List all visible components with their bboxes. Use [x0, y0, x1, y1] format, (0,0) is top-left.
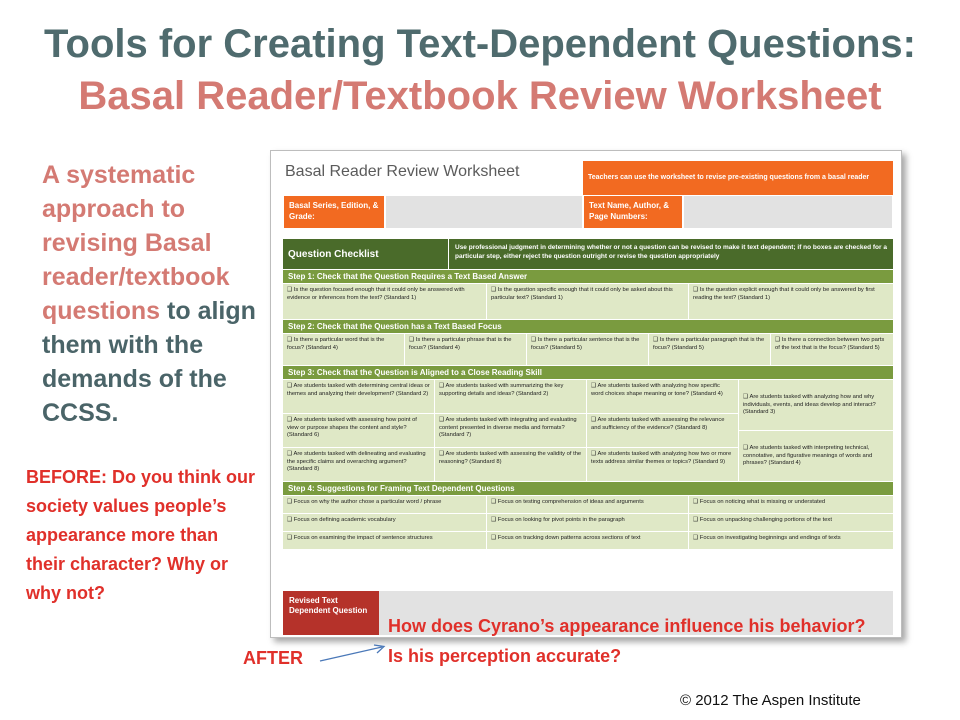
intro-text [42, 158, 272, 430]
slide-title-line1: Tools for Creating Text-Dependent Questions: [44, 22, 916, 66]
copyright-text: © 2012 The Aspen Institute [680, 692, 861, 709]
checklist-note: Use professional judgment in determining whether or not a question can be revised to make it text dependent; if no boxes are checked for a particular step, either reject the question outright or revise the question appropriately [449, 239, 893, 269]
step-4-item: ❑ Focus on testing comprehension of ideas and arguments [487, 496, 689, 513]
step-1-item: ❑ Is the question specific enough that it could only be asked about this particular text? (Standard 1) [487, 284, 689, 319]
step-2-item: ❑ Is there a particular sentence that is the focus? (Standard 5) [527, 334, 649, 365]
step-3-item: ❑ Are students tasked with determining central ideas or themes and analyzing their development? (Standard 2) [283, 380, 434, 414]
step-3-item: ❑ Are students tasked with assessing the relevance and sufficiency of the evidence? (Standard 8) [587, 414, 738, 448]
worksheet-header-row [283, 195, 893, 229]
step-4-item: ❑ Focus on unpacking challenging portions of the text [689, 514, 893, 531]
checklist-title: Question Checklist [283, 239, 449, 269]
step-1-title: Step 1: Check that the Question Requires a Text Based Answer [283, 269, 893, 283]
intro-rest: to align them with the demands of the CCSS. [42, 297, 256, 427]
step-3-item: ❑ Are students tasked with analyzing how and why individuals, events, and ideas develop and interact? (Standard 3) [739, 380, 893, 431]
step-3-title: Step 3: Check that the Question is Aligned to a Close Reading Skill [283, 365, 893, 379]
step-3-item: ❑ Are students tasked with analyzing how two or more texts address similar themes or topics? (Standard 9) [587, 448, 738, 481]
step-2-item: ❑ Is there a particular word that is the focus? (Standard 4) [283, 334, 405, 365]
step-4-item: ❑ Focus on investigating beginnings and endings of texts [689, 532, 893, 549]
step-3-item: ❑ Are students tasked with assessing how point of view or purpose shapes the content and style? (Standard 6) [283, 414, 434, 448]
step-4-row [283, 495, 893, 513]
question-checklist [283, 239, 893, 549]
step-3-column [435, 380, 587, 481]
revised-question-label: Revised Text Dependent Question [283, 591, 379, 635]
intro-highlight: A systematic approach to revising Basal reader/textbook questions [42, 161, 230, 325]
step-4-item: ❑ Focus on examining the impact of sentence structures [283, 532, 487, 549]
step-4-title: Step 4: Suggestions for Framing Text Dependent Questions [283, 481, 893, 495]
before-question: BEFORE: Do you think our society values people’s appearance more than their character? Why or why not? [26, 467, 255, 603]
basal-series-label: Basal Series, Edition, & Grade: [283, 195, 385, 229]
basal-series-field [385, 195, 583, 229]
step-2-title: Step 2: Check that the Question has a Text Based Focus [283, 319, 893, 333]
after-question-line2: Is his perception accurate? [388, 646, 622, 666]
step-3-column [739, 380, 893, 481]
worksheet-image [270, 150, 902, 638]
step-3-item: ❑ Are students tasked with integrating and evaluating content presented in diverse media and formats? (Standard 7) [435, 414, 586, 448]
step-3-item: ❑ Are students tasked with summarizing the key supporting details and ideas? (Standard 2) [435, 380, 586, 414]
step-1-item: ❑ Is the question explicit enough that it could only be answered by first reading the text? (Standard 1) [689, 284, 893, 319]
step-2-item: ❑ Is there a particular phrase that is the focus? (Standard 4) [405, 334, 527, 365]
checklist-header [283, 239, 893, 269]
step-2-items [283, 333, 893, 365]
step-4-item: ❑ Focus on looking for pivot points in the paragraph [487, 514, 689, 531]
step-3-item: ❑ Are students tasked with delineating and evaluating the specific claims and overarching argument? (Standard 8) [283, 448, 434, 481]
step-3-column [587, 380, 739, 481]
text-name-label: Text Name, Author, & Page Numbers: [583, 195, 683, 229]
step-3-column [283, 380, 435, 481]
slide-title-line2: Basal Reader/Textbook Review Worksheet [78, 74, 882, 118]
step-3-item: ❑ Are students tasked with analyzing how specific word choices shape meaning or tone? (Standard 4) [587, 380, 738, 414]
arrow-icon [318, 642, 390, 664]
text-name-field [683, 195, 893, 229]
after-question [388, 611, 948, 671]
step-4-item: ❑ Focus on tracking down patterns across sections of text [487, 532, 689, 549]
step-4-item: ❑ Focus on defining academic vocabulary [283, 514, 487, 531]
step-4-row [283, 531, 893, 549]
step-2-item: ❑ Is there a particular paragraph that is the focus? (Standard 5) [649, 334, 771, 365]
step-3-item: ❑ Are students tasked with assessing the validity of the reasoning? (Standard 8) [435, 448, 586, 481]
step-4-row [283, 513, 893, 531]
step-1-item: ❑ Is the question focused enough that it could only be answered with evidence or inferences from the text? (Standard 1) [283, 284, 487, 319]
step-3-items [283, 379, 893, 481]
after-question-line1: How does Cyrano’s appearance influence his behavior? [388, 616, 866, 636]
step-3-item: ❑ Are students tasked with interpreting technical, connotative, and figurative meanings of words and phrases? (Standard 4) [739, 431, 893, 481]
worksheet-title: Basal Reader Review Worksheet [285, 163, 520, 180]
step-4-item: ❑ Focus on why the author chose a particular word / phrase [283, 496, 487, 513]
after-label: AFTER [243, 648, 303, 668]
step-2-item: ❑ Is there a connection between two parts of the text that is the focus? (Standard 5) [771, 334, 893, 365]
step-4-item: ❑ Focus on noticing what is missing or understated [689, 496, 893, 513]
step-1-items [283, 283, 893, 319]
teacher-note: Teachers can use the worksheet to revise pre-existing questions from a basal reader [583, 161, 893, 195]
